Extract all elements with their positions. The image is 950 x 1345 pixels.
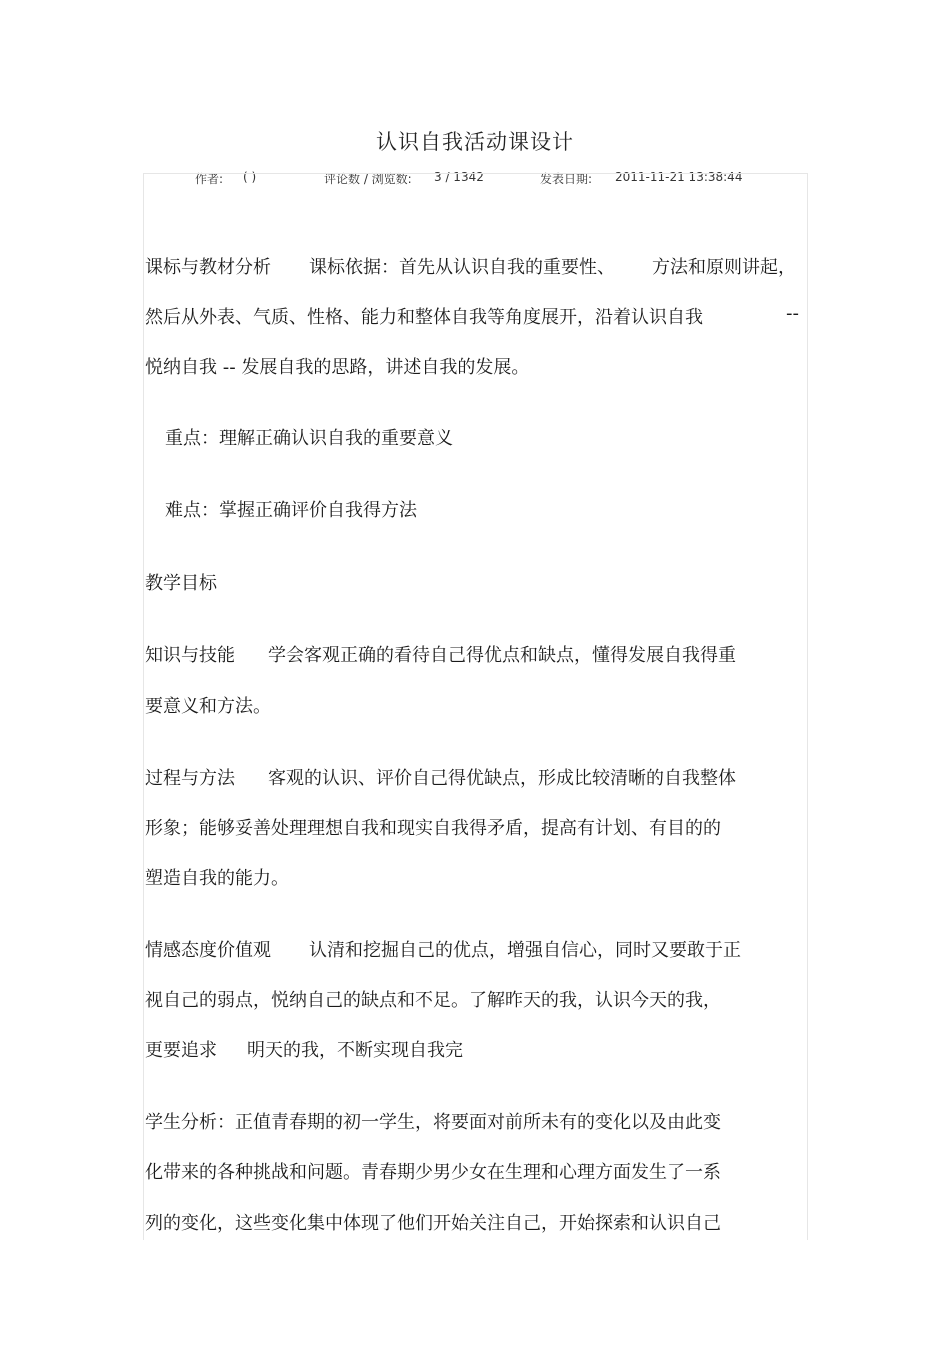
student-analysis: 学生分析：正值青春期的初一学生，将要面对前所未有的变化以及由此变 (145, 1112, 721, 1133)
frame-left-border (143, 173, 144, 1240)
section-heading-curriculum: 课标与教材分析 (145, 257, 271, 278)
body-text: 视自己的弱点，悦纳自己的缺点和不足。了解昨天的我，认识今天的我， (145, 990, 721, 1011)
author-label: 作者: (195, 172, 224, 186)
comments-views-label: 评论数 / 浏览数: (324, 172, 412, 186)
subheading-process-method: 过程与方法 (145, 768, 235, 789)
body-text: 更要追求 (145, 1040, 217, 1061)
body-text: 列的变化，这些变化集中体现了他们开始关注自己，开始探索和认识自己 (145, 1213, 721, 1234)
difficult-point: 难点：掌握正确评价自我得方法 (165, 500, 417, 521)
body-text: 塑造自我的能力。 (145, 868, 289, 889)
page-title: 认识自我活动课设计 (376, 130, 574, 154)
body-text: 悦纳自我 -- 发展自我的思路，讲述自我的发展。 (145, 357, 530, 378)
body-text: 认清和挖掘自己的优点，增强自信心，同时又要敢于正 (309, 940, 741, 961)
comments-views-value: 3 / 1342 (434, 170, 484, 184)
body-text: 要意义和方法。 (145, 696, 271, 717)
body-text: 化带来的各种挑战和问题。青春期少男少女在生理和心理方面发生了一系 (145, 1162, 721, 1183)
frame-right-border (807, 173, 808, 1240)
frame-top-border (143, 173, 807, 174)
subheading-emotion-values: 情感态度价值观 (145, 940, 271, 961)
key-point: 重点：理解正确认识自我的重要意义 (165, 428, 453, 449)
body-text: 客观的认识、评价自己得优缺点，形成比较清晰的自我整体 (268, 768, 736, 789)
body-text: 然后从外表、气质、性格、能力和整体自我等角度展开，沿着认识自我 (145, 307, 703, 328)
body-text: 形象；能够妥善处理理想自我和现实自我得矛盾，提高有计划、有目的的 (145, 818, 721, 839)
author-value: ( ) (243, 170, 257, 184)
body-text: 学会客观正确的看待自己得优点和缺点，懂得发展自我得重 (268, 645, 736, 666)
publish-date-value: 2011-11-21 13:38:44 (615, 170, 743, 184)
body-text: 课标依据：首先从认识自我的重要性、 (309, 257, 615, 278)
body-text: 方法和原则讲起， (652, 257, 796, 278)
section-heading-objectives: 教学目标 (145, 573, 217, 594)
body-text: -- (786, 303, 799, 324)
subheading-knowledge-skills: 知识与技能 (145, 645, 235, 666)
publish-date-label: 发表日期: (540, 172, 593, 186)
body-text: 明天的我，不断实现自我完 (247, 1040, 463, 1061)
